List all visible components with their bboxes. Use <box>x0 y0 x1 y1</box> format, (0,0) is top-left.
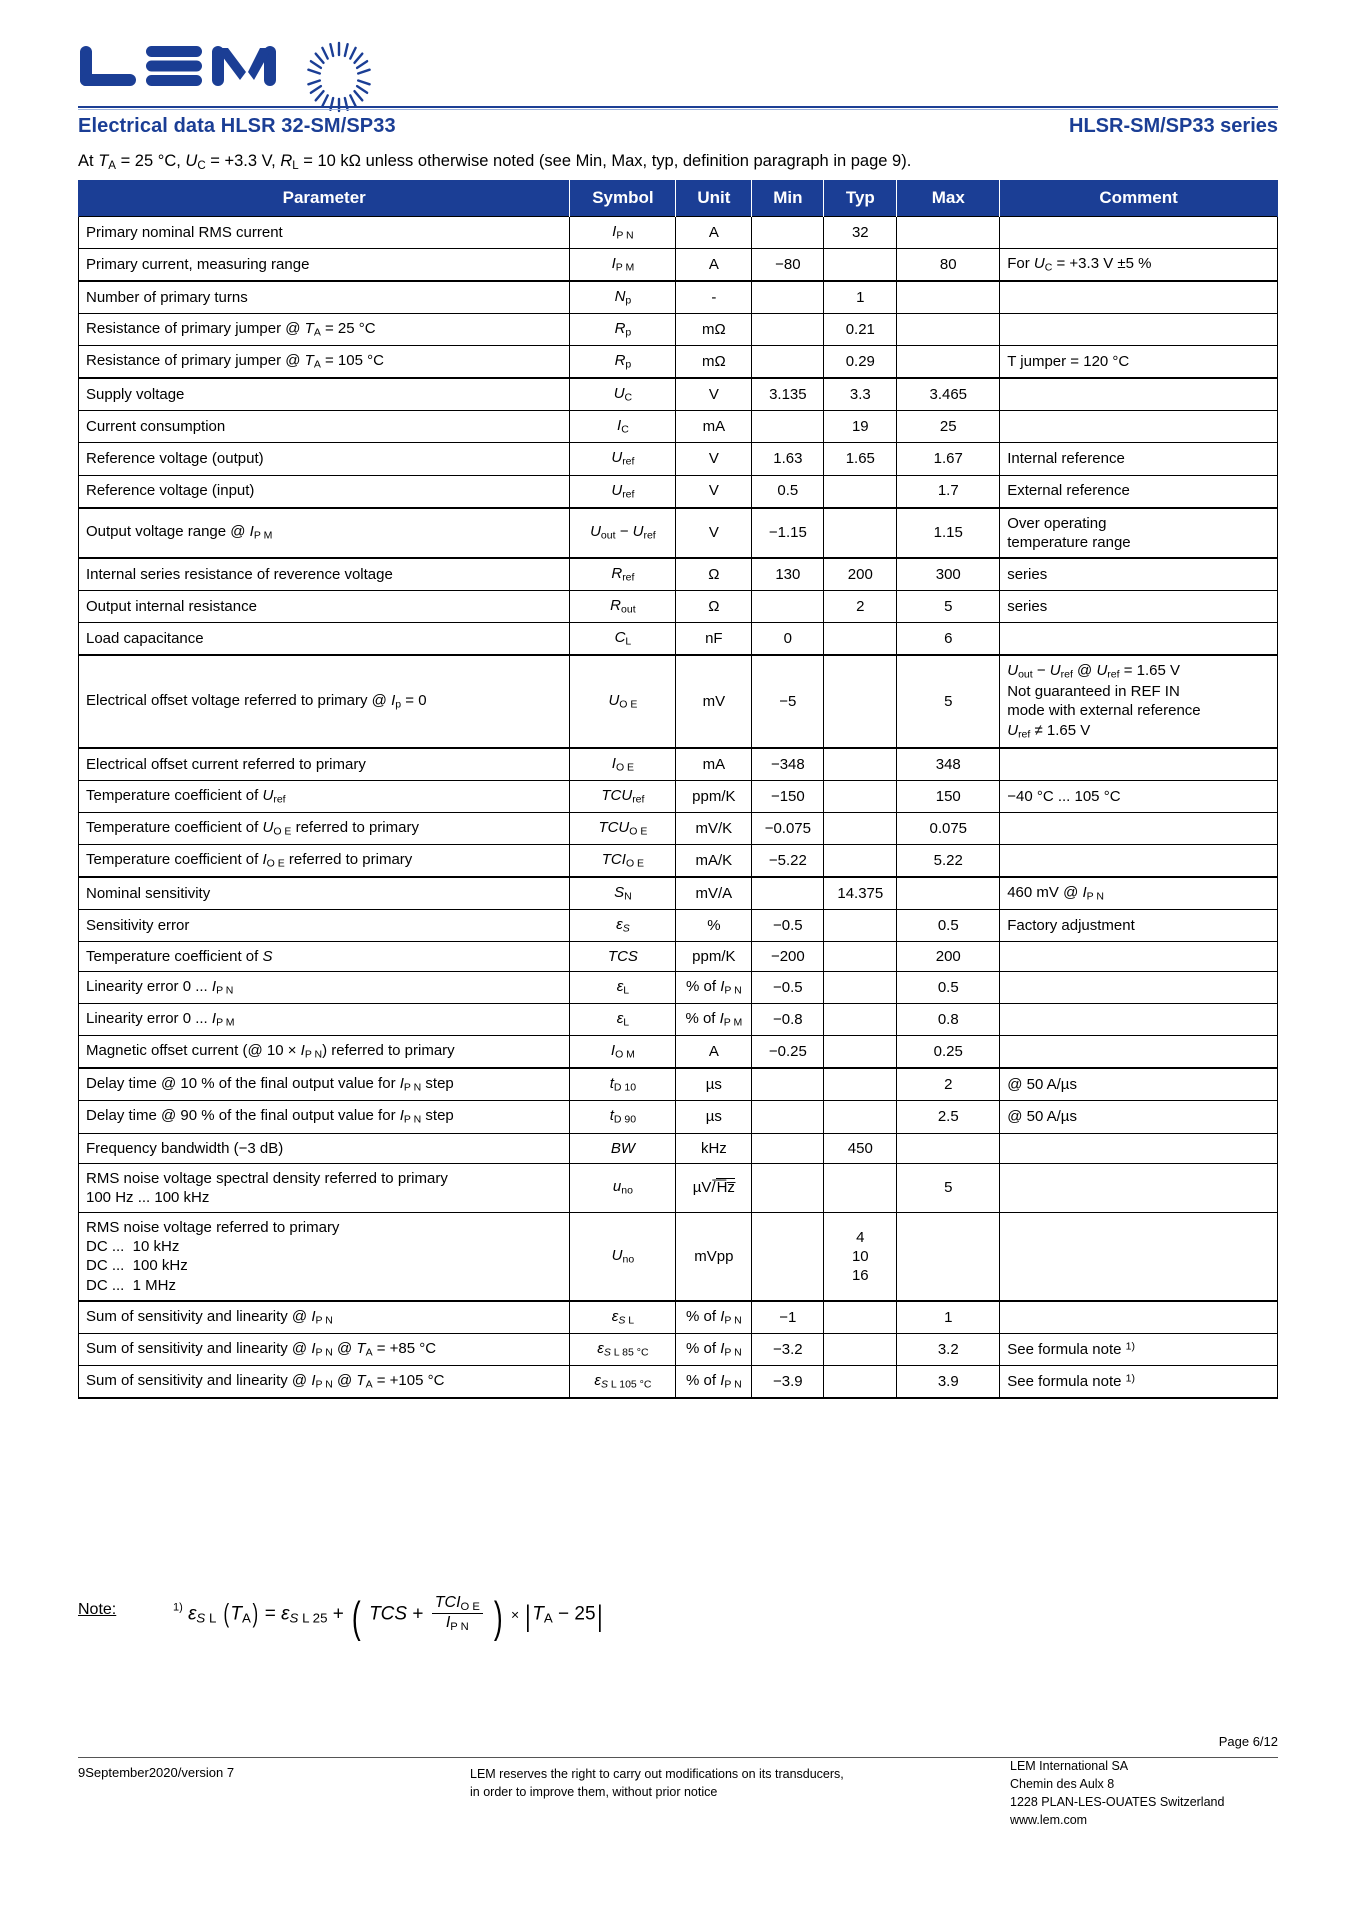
min-cell: −1.15 <box>752 508 824 558</box>
symbol-cell: $\varepsilon_{S L 105 ^\circ C}$ <box>570 1365 676 1398</box>
max-cell: 1.67 <box>897 443 1000 475</box>
table-row <box>79 1036 1278 1069</box>
comment-cell <box>1000 942 1278 972</box>
disclaimer-line-2: in order to improve them, without prior notice <box>470 1785 718 1800</box>
note-marker: 1) <box>173 1601 183 1614</box>
typ-cell <box>824 942 897 972</box>
symbol-cell: $\varepsilon_S$ <box>570 909 676 941</box>
min-cell <box>752 1068 824 1101</box>
min-cell <box>752 346 824 379</box>
max-cell <box>897 1213 1000 1301</box>
symbol-cell: $S_N$ <box>570 877 676 910</box>
table-row <box>79 558 1278 591</box>
symbol-cell: $R_{out}$ <box>570 591 676 623</box>
comment-cell: For $U_C = +3.3$ V ±5 % <box>1000 249 1278 282</box>
noise-typ-3: 16 <box>851 1267 869 1285</box>
unit-cell: mV/A <box>676 877 752 910</box>
unit-cell: V <box>676 475 752 508</box>
symbol-cell: $R_{ref}$ <box>570 558 676 591</box>
table-row <box>79 1163 1278 1212</box>
min-cell <box>752 1133 824 1163</box>
min-cell: 3.135 <box>752 378 824 411</box>
table-row <box>79 249 1278 282</box>
unit-cell: V <box>676 443 752 475</box>
unit-cell: % of $I_{P N}$ <box>676 972 752 1004</box>
param-cell: Sum of sensitivity and linearity @ $I_{P N}$ <box>79 1301 570 1334</box>
unit-cell: mV/K <box>676 812 752 844</box>
address-line-2: Chemin des Aulx 8 <box>1010 1777 1115 1792</box>
header-divider <box>78 106 1278 108</box>
comment-cell <box>1000 623 1278 656</box>
unit-cell: V <box>676 508 752 558</box>
min-cell: −3.9 <box>752 1365 824 1398</box>
typ-cell <box>824 780 897 812</box>
disclaimer-line-1: LEM reserves the right to carry out modifications on its transducers, <box>470 1767 844 1781</box>
unit-cell: µV/̅H̅z̅ <box>676 1163 752 1212</box>
unit-cell: A <box>676 249 752 282</box>
fraction-numerator: $TCI_{O E}$ <box>432 1594 483 1614</box>
table-row <box>79 942 1278 972</box>
max-cell <box>897 1133 1000 1163</box>
unit-cell: mVpp <box>676 1213 752 1301</box>
param-cell: Load capacitance <box>79 623 570 656</box>
min-cell <box>752 1213 824 1301</box>
symbol-cell: $TCI_{O E}$ <box>570 844 676 877</box>
typ-cell <box>824 909 897 941</box>
unit-cell: mΩ <box>676 346 752 379</box>
typ-cell <box>824 972 897 1004</box>
sun-burst-icon <box>302 40 376 114</box>
max-cell: 80 <box>897 249 1000 282</box>
typ-cell: 14.375 <box>824 877 897 910</box>
typ-cell: 200 <box>824 558 897 591</box>
table-row <box>79 748 1278 781</box>
col-header-max: Max <box>897 180 1000 217</box>
max-cell: 3.465 <box>897 378 1000 411</box>
param-cell: Output voltage range @ $I_{P M}$ <box>79 508 570 558</box>
max-cell: 6 <box>897 623 1000 656</box>
min-cell <box>752 1101 824 1133</box>
min-cell: −0.8 <box>752 1004 824 1036</box>
typ-cell: 19 <box>824 411 897 443</box>
min-cell: −1 <box>752 1301 824 1334</box>
typ-cell <box>824 812 897 844</box>
param-cell: Nominal sensitivity <box>79 877 570 910</box>
max-cell: 0.5 <box>897 909 1000 941</box>
symbol-cell: $TCU_{O E}$ <box>570 812 676 844</box>
comment-cell <box>1000 411 1278 443</box>
param-cell: Sensitivity error <box>79 909 570 941</box>
unit-cell: µs <box>676 1101 752 1133</box>
table-row <box>79 623 1278 656</box>
comment-cell: $U_{out} - U_{ref}$ @ $U_{ref} = 1.65$ V Not guaranteed in REF IN mode with external reference $U_{ref} \ne 1.65$ V <box>1000 655 1278 748</box>
unit-cell: A <box>676 1036 752 1069</box>
param-cell: Primary nominal RMS current <box>79 217 570 249</box>
comment-cell <box>1000 812 1278 844</box>
noise-typ-2: 10 <box>851 1247 869 1265</box>
typ-cell: 2 <box>824 591 897 623</box>
min-cell: −5 <box>752 655 824 748</box>
param-cell: Primary current, measuring range <box>79 249 570 282</box>
min-cell: 130 <box>752 558 824 591</box>
min-cell: −200 <box>752 942 824 972</box>
comment-cell: Internal reference <box>1000 443 1278 475</box>
min-cell: −0.075 <box>752 812 824 844</box>
param-cell: Output internal resistance <box>79 591 570 623</box>
param-cell: Number of primary turns <box>79 281 570 314</box>
symbol-cell: TCS <box>570 942 676 972</box>
param-cell: Electrical offset current referred to primary <box>79 748 570 781</box>
footer-version: 9September2020/version 7 <box>78 1765 235 1780</box>
col-header-symbol: Symbol <box>570 180 676 217</box>
typ-cell: 1 <box>824 281 897 314</box>
max-cell <box>897 281 1000 314</box>
typ-cell <box>824 1213 897 1301</box>
address-line-4: www.lem.com <box>1010 1813 1088 1828</box>
table-row <box>79 591 1278 623</box>
typ-cell: 32 <box>824 217 897 249</box>
lem-logo <box>78 44 278 96</box>
unit-cell: mA/K <box>676 844 752 877</box>
symbol-cell: $U_{ref}$ <box>570 443 676 475</box>
col-header-comment: Comment <box>1000 180 1278 217</box>
max-cell: 200 <box>897 942 1000 972</box>
max-cell: 2 <box>897 1068 1000 1101</box>
table-row <box>79 780 1278 812</box>
param-cell: RMS noise voltage spectral density referred to primary 100 Hz ... 100 kHz <box>79 1163 570 1212</box>
note-label: Note: <box>78 1601 117 1618</box>
comment-cell: @ 50 A/µs <box>1000 1101 1278 1133</box>
symbol-cell: $\varepsilon_{S L}$ <box>570 1301 676 1334</box>
min-cell: −3.2 <box>752 1333 824 1365</box>
max-cell <box>897 346 1000 379</box>
max-cell: 0.25 <box>897 1036 1000 1069</box>
table-row <box>79 972 1278 1004</box>
comment-cell <box>1000 217 1278 249</box>
table-row <box>79 1365 1278 1398</box>
formula-tcs: TCS <box>369 1603 408 1625</box>
symbol-cell: $u_{no}$ <box>570 1163 676 1212</box>
symbol-cell: $I_{O M}$ <box>570 1036 676 1069</box>
table-row <box>79 812 1278 844</box>
comment-cell <box>1000 1301 1278 1334</box>
param-cell: Sum of sensitivity and linearity @ $I_{P N}$ @ $T_A = +105$ °C <box>79 1365 570 1398</box>
comment-cell <box>1000 972 1278 1004</box>
comment-cell <box>1000 1133 1278 1163</box>
typ-cell <box>824 655 897 748</box>
footer-disclaimer <box>470 1765 844 1801</box>
table-row <box>79 844 1278 877</box>
header-divider-light <box>78 109 1278 110</box>
typ-cell: 3.3 <box>824 378 897 411</box>
comment-cell: Over operating temperature range <box>1000 508 1278 558</box>
table-row <box>79 1133 1278 1163</box>
table-row <box>79 655 1278 748</box>
min-cell: −0.5 <box>752 972 824 1004</box>
series-label: HLSR-SM/SP33 series <box>1069 115 1278 137</box>
symbol-cell: $t_{D 90}$ <box>570 1101 676 1133</box>
table-row <box>79 346 1278 379</box>
max-cell <box>897 877 1000 910</box>
symbol-cell: $I_{P M}$ <box>570 249 676 282</box>
table-row <box>79 909 1278 941</box>
max-cell: 1.15 <box>897 508 1000 558</box>
typ-cell <box>824 508 897 558</box>
test-conditions: At $T_A = 25$ °C, $U_C = +3.3$ V, $R_L = 10$ kΩ unless otherwise noted (see Min, Max, typ, definition paragraph in page 9). <box>78 152 912 172</box>
comment-cell: −40 °C ... 105 °C <box>1000 780 1278 812</box>
min-cell: −0.5 <box>752 909 824 941</box>
unit-cell: % of $I_{P N}$ <box>676 1365 752 1398</box>
param-cell: RMS noise voltage referred to primary DC ... 10 kHz DC ... 100 kHz DC ... 1 MHz <box>79 1213 570 1301</box>
comment-cell <box>1000 748 1278 781</box>
typ-cell <box>824 1101 897 1133</box>
comment-cell: See formula note $^{1)}$ <box>1000 1365 1278 1398</box>
min-cell: 1.63 <box>752 443 824 475</box>
unit-cell: % of $I_{P N}$ <box>676 1333 752 1365</box>
symbol-cell: $N_p$ <box>570 281 676 314</box>
unit-cell: ppm/K <box>676 942 752 972</box>
page-title: Electrical data HLSR 32-SM/SP33 <box>78 115 396 137</box>
table-row <box>79 217 1278 249</box>
unit-cell: nF <box>676 623 752 656</box>
max-cell: 5.22 <box>897 844 1000 877</box>
address-line-1: LEM International SA <box>1010 1759 1129 1773</box>
symbol-cell: $U_{O E}$ <box>570 655 676 748</box>
param-cell: Sum of sensitivity and linearity @ $I_{P N}$ @ $T_A = +85$ °C <box>79 1333 570 1365</box>
table-row <box>79 281 1278 314</box>
typ-cell <box>824 1301 897 1334</box>
typ-cell: 0.21 <box>824 314 897 346</box>
address-line-3: 1228 PLAN-LES-OUATES Switzerland <box>1010 1795 1225 1810</box>
param-cell: Electrical offset voltage referred to primary @ $I_p = 0$ <box>79 655 570 748</box>
max-cell: 1.7 <box>897 475 1000 508</box>
typ-cell <box>824 1333 897 1365</box>
note-formula: $^{1)}$ $\varepsilon_{S L}$ $(T_A) = \varepsilon_{S L 25}$ + ( TCS + $\frac{TCI_{O E}}{I_{P N}}$ ) × $|T_A - 25|$ <box>173 1593 603 1643</box>
param-cell: Linearity error 0 ... $I_{P M}$ <box>79 1004 570 1036</box>
max-cell: 5 <box>897 1163 1000 1212</box>
unit-cell: V <box>676 378 752 411</box>
table-row <box>79 411 1278 443</box>
table-row <box>79 314 1278 346</box>
max-cell: 150 <box>897 780 1000 812</box>
max-cell: 0.8 <box>897 1004 1000 1036</box>
param-cell: Reference voltage (output) <box>79 443 570 475</box>
max-cell: 0.5 <box>897 972 1000 1004</box>
typ-cell <box>824 1163 897 1212</box>
max-cell: 3.2 <box>897 1333 1000 1365</box>
table-row <box>79 1068 1278 1101</box>
param-cell: Temperature coefficient of $I_{O E}$ referred to primary <box>79 844 570 877</box>
min-cell: −150 <box>752 780 824 812</box>
max-cell: 348 <box>897 748 1000 781</box>
comment-cell <box>1000 378 1278 411</box>
min-cell: −80 <box>752 249 824 282</box>
typ-cell: 1.65 <box>824 443 897 475</box>
max-cell <box>897 314 1000 346</box>
col-header-unit: Unit <box>676 180 752 217</box>
table-row <box>79 378 1278 411</box>
min-cell <box>752 877 824 910</box>
comment-cell <box>1000 844 1278 877</box>
typ-cell <box>824 1365 897 1398</box>
unit-cell: % of $I_{P N}$ <box>676 1301 752 1334</box>
symbol-cell: $\varepsilon_L$ <box>570 1004 676 1036</box>
max-cell: 300 <box>897 558 1000 591</box>
min-cell <box>752 1163 824 1212</box>
comment-cell: @ 50 A/µs <box>1000 1068 1278 1101</box>
param-cell: Delay time @ 10 % of the final output value for $I_{P N}$ step <box>79 1068 570 1101</box>
max-cell: 5 <box>897 655 1000 748</box>
unit-cell: ppm/K <box>676 780 752 812</box>
comment-cell: series <box>1000 591 1278 623</box>
typ-cell <box>824 249 897 282</box>
min-cell: −348 <box>752 748 824 781</box>
comment-cell: External reference <box>1000 475 1278 508</box>
param-cell: Temperature coefficient of S <box>79 942 570 972</box>
unit-cell: Ω <box>676 558 752 591</box>
comment-cell <box>1000 314 1278 346</box>
typ-cell <box>824 1068 897 1101</box>
param-cell: Delay time @ 90 % of the final output value for $I_{P N}$ step <box>79 1101 570 1133</box>
electrical-data-table <box>78 180 1278 1399</box>
unit-cell: - <box>676 281 752 314</box>
unit-cell: kHz <box>676 1133 752 1163</box>
comment-cell <box>1000 1163 1278 1212</box>
table-row <box>79 1004 1278 1036</box>
unit-cell: % <box>676 909 752 941</box>
param-cell: Internal series resistance of reverence voltage <box>79 558 570 591</box>
param-cell: Resistance of primary jumper @ $T_A = 25$ °C <box>79 314 570 346</box>
symbol-cell: BW <box>570 1133 676 1163</box>
symbol-cell: $TCU_{ref}$ <box>570 780 676 812</box>
unit-cell: µs <box>676 1068 752 1101</box>
typ-cell <box>824 475 897 508</box>
symbol-cell: $U_C$ <box>570 378 676 411</box>
table-row <box>79 508 1278 558</box>
symbol-cell: $I_C$ <box>570 411 676 443</box>
typ-cell: 450 <box>824 1133 897 1163</box>
symbol-cell: $C_L$ <box>570 623 676 656</box>
param-cell: Frequency bandwidth (−3 dB) <box>79 1133 570 1163</box>
table-row <box>79 1301 1278 1334</box>
symbol-cell: $U_{ref}$ <box>570 475 676 508</box>
symbol-cell: $U_{out} - U_{ref}$ <box>570 508 676 558</box>
symbol-cell: $\varepsilon_{S L 85 ^\circ C}$ <box>570 1333 676 1365</box>
table-header-row <box>79 180 1278 217</box>
min-cell <box>752 314 824 346</box>
min-cell <box>752 591 824 623</box>
comment-cell: See formula note $^{1)}$ <box>1000 1333 1278 1365</box>
table-row <box>79 475 1278 508</box>
max-cell: 1 <box>897 1301 1000 1334</box>
param-cell: Supply voltage <box>79 378 570 411</box>
unit-cell: mA <box>676 748 752 781</box>
comment-cell: 460 mV @ $I_{P N}$ <box>1000 877 1278 910</box>
param-cell: Current consumption <box>79 411 570 443</box>
comment-cell <box>1000 1036 1278 1069</box>
max-cell: 3.9 <box>897 1365 1000 1398</box>
min-cell: −5.22 <box>752 844 824 877</box>
brand-header <box>78 40 1278 106</box>
symbol-cell: $U_{no}$ <box>570 1213 676 1301</box>
min-cell <box>752 217 824 249</box>
fraction-denominator: $I_{P N}$ <box>445 1613 469 1633</box>
min-cell <box>752 411 824 443</box>
max-cell: 5 <box>897 591 1000 623</box>
unit-cell: Ω <box>676 591 752 623</box>
min-cell: 0 <box>752 623 824 656</box>
comment-cell: series <box>1000 558 1278 591</box>
max-cell <box>897 217 1000 249</box>
param-cell: Resistance of primary jumper @ $T_A = 105$ °C <box>79 346 570 379</box>
symbol-cell: $\varepsilon_L$ <box>570 972 676 1004</box>
typ-cell <box>824 623 897 656</box>
symbol-cell: $R_p$ <box>570 314 676 346</box>
formula-fraction <box>432 1594 483 1633</box>
typ-cell <box>824 1004 897 1036</box>
comment-cell: Factory adjustment <box>1000 909 1278 941</box>
unit-cell: mΩ <box>676 314 752 346</box>
formula-times: × <box>511 1606 520 1623</box>
col-header-min: Min <box>752 180 824 217</box>
param-cell: Magnetic offset current (@ $10 \times I_{P N}$) referred to primary <box>79 1036 570 1069</box>
unit-cell: mA <box>676 411 752 443</box>
param-cell: Reference voltage (input) <box>79 475 570 508</box>
symbol-cell: $t_{D 10}$ <box>570 1068 676 1101</box>
symbol-cell: $R_p$ <box>570 346 676 379</box>
min-cell: 0.5 <box>752 475 824 508</box>
col-header-typ: Typ <box>824 180 897 217</box>
min-cell <box>752 281 824 314</box>
table-row <box>79 1333 1278 1365</box>
param-cell: Temperature coefficient of $U_{ref}$ <box>79 780 570 812</box>
symbol-cell: $I_{O E}$ <box>570 748 676 781</box>
table-row <box>79 877 1278 910</box>
typ-cell: 0.29 <box>824 346 897 379</box>
typ-cell <box>824 748 897 781</box>
footer-address <box>1010 1757 1224 1830</box>
table-row <box>79 1101 1278 1133</box>
comment-cell: T jumper = 120 °C <box>1000 346 1278 379</box>
comment-cell <box>1000 281 1278 314</box>
param-cell: Temperature coefficient of $U_{O E}$ referred to primary <box>79 812 570 844</box>
comment-cell <box>1000 1213 1278 1301</box>
unit-cell: % of $I_{P M}$ <box>676 1004 752 1036</box>
max-cell: 2.5 <box>897 1101 1000 1133</box>
typ-cell <box>824 844 897 877</box>
unit-cell: A <box>676 217 752 249</box>
min-cell: −0.25 <box>752 1036 824 1069</box>
param-cell: Linearity error 0 ... $I_{P N}$ <box>79 972 570 1004</box>
max-cell: 25 <box>897 411 1000 443</box>
symbol-cell: $I_{P N}$ <box>570 217 676 249</box>
col-header-parameter: Parameter <box>79 180 570 217</box>
typ-cell <box>824 1036 897 1069</box>
max-cell: 0.075 <box>897 812 1000 844</box>
noise-typ-1: 4 <box>856 1228 865 1246</box>
table-row <box>79 443 1278 475</box>
table-row <box>79 1213 1278 1301</box>
unit-cell: mV <box>676 655 752 748</box>
page-number: Page 6/12 <box>1218 1734 1278 1749</box>
comment-cell <box>1000 1004 1278 1036</box>
